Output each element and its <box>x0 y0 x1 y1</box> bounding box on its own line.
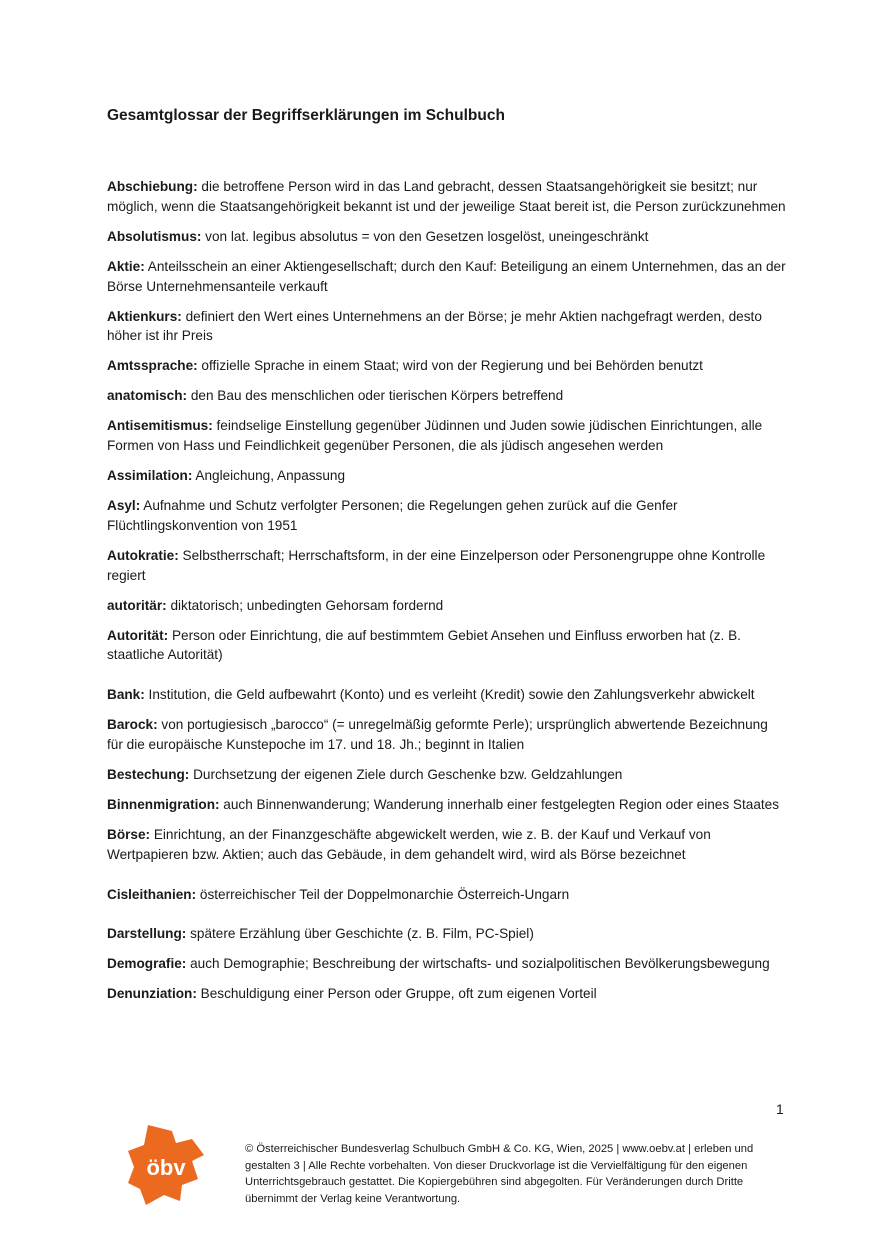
glossary-definition: diktatorisch; unbedingten Gehorsam fordernd <box>166 597 444 613</box>
glossary-term: Börse: <box>107 826 151 842</box>
glossary-term: Bank: <box>107 687 145 703</box>
glossary-definition: von portugiesisch „barocco“ (= unregelmäßig geformte Perle); ursprünglich abwertende Bezeichnung für die europäische Kunstepoche im 17. und 18. Jh.; beginnt in Italien <box>107 717 768 752</box>
glossary-term: Denunziation: <box>107 986 197 1002</box>
glossary-definition: offizielle Sprache in einem Staat; wird von der Regierung und bei Behörden benutzt <box>197 358 703 374</box>
glossary-term: anatomisch: <box>107 388 188 404</box>
glossary-definition: auch Demographie; Beschreibung der wirtschafts- und sozialpolitischen Bevölkerungsbewegung <box>186 956 770 972</box>
glossary-entry <box>107 924 787 944</box>
glossary-definition: österreichischer Teil der Doppelmonarchie Österreich-Ungarn <box>196 886 570 902</box>
glossary-term: Binnenmigration: <box>107 796 220 812</box>
glossary-definition: von lat. legibus absolutus = von den Gesetzen losgelöst, uneingeschränkt <box>201 228 649 244</box>
glossary-entry <box>107 825 787 865</box>
glossary-definition: spätere Erzählung über Geschichte (z. B. Film, PC-Spiel) <box>186 926 534 942</box>
glossary-entry <box>107 596 787 616</box>
glossary-entry <box>107 496 787 536</box>
glossary-term: Assimilation: <box>107 468 193 484</box>
glossary-definition: die betroffene Person wird in das Land gebracht, dessen Staatsangehörigkeit sie besitzt; nur möglich, wenn die Staatsangehörigkeit bekannt ist und der jeweilige Staat bereit ist, die Person zurückzunehmen <box>107 179 786 214</box>
glossary-entry <box>107 307 787 347</box>
glossary-term: Antisemitismus: <box>107 418 213 434</box>
glossary-term: Cisleithanien: <box>107 886 197 902</box>
glossary-entry <box>107 227 787 247</box>
glossary-term: Darstellung: <box>107 926 187 942</box>
glossary-entry <box>107 466 787 486</box>
glossary-term: Bestechung: <box>107 766 190 782</box>
glossary-term: Barock: <box>107 717 158 733</box>
glossary-term: Aktie: <box>107 258 145 274</box>
glossary-entry <box>107 356 787 376</box>
glossary-term: Aktienkurs: <box>107 308 182 324</box>
glossary-entry <box>107 546 787 586</box>
glossary-entry <box>107 685 787 705</box>
page-title: Gesamtglossar der Begriffserklärungen im Schulbuch <box>107 107 505 124</box>
glossary-term: autoritär: <box>107 597 167 613</box>
glossary-definition: feindselige Einstellung gegenüber Jüdinnen und Juden sowie jüdischen Einrichtungen, alle Formen von Hass und Feindlichkeit gegenüber Personen, die als jüdisch angesehen werden <box>107 418 763 454</box>
glossary-definition: Aufnahme und Schutz verfolgter Personen; die Regelungen gehen zurück auf die Genfer Flüchtlingskonvention von 1951 <box>107 498 678 533</box>
glossary-term: Amtssprache: <box>107 358 198 374</box>
glossary-definition: Person oder Einrichtung, die auf bestimmtem Gebiet Ansehen und Einfluss erworben hat (z. B. staatliche Autorität) <box>107 627 741 663</box>
glossary-definition: den Bau des menschlichen oder tierischen Körpers betreffend <box>187 388 564 404</box>
glossary-definition: Durchsetzung der eigenen Ziele durch Geschenke bzw. Geldzahlungen <box>189 766 623 782</box>
glossary-entry <box>107 257 787 297</box>
glossary-term: Demografie: <box>107 956 187 972</box>
glossary-definition: Selbstherrschaft; Herrschaftsform, in der eine Einzelperson oder Personengruppe ohne Kontrolle regiert <box>107 547 766 583</box>
glossary-entry <box>107 715 787 755</box>
glossary-definition: Institution, die Geld aufbewahrt (Konto) und es verleiht (Kredit) sowie den Zahlungsverkehr abwickelt <box>144 687 755 703</box>
glossary-definition: auch Binnenwanderung; Wanderung innerhalb einer festgelegten Region oder eines Staates <box>219 796 780 812</box>
glossary-entry <box>107 386 787 406</box>
glossary-definition: Einrichtung, an der Finanzgeschäfte abgewickelt werden, wie z. B. der Kauf und Verkauf von Wertpapieren bzw. Aktien; auch das Gebäude, in dem gehandelt wird, wird als Börse bezeichnet <box>107 826 711 862</box>
glossary-entry <box>107 765 787 785</box>
copyright-notice: © Österreichischer Bundesverlag Schulbuch GmbH & Co. KG, Wien, 2025 | www.oebv.at | erleben und gestalten 3 | Alle Rechte vorbehalten. Von dieser Druckvorlage ist die Vervielfältigung für den eigenen Unterrichtsgebrauch gestattet. Die Kopiergebühren sind abgegolten. Für Veränderungen durch Dritte übernimmt der Verlag keine Verantwortung. <box>245 1143 754 1205</box>
glossary-entry <box>107 177 787 217</box>
glossary-entry <box>107 954 787 974</box>
page-number: 1 <box>776 1101 784 1117</box>
glossary-entry <box>107 416 787 456</box>
glossary-term: Absolutismus: <box>107 228 202 244</box>
glossary-definition: definiert den Wert eines Unternehmens an der Börse; je mehr Aktien nachgefragt werden, desto höher ist ihr Preis <box>107 308 762 344</box>
oebv-logo <box>128 1125 204 1205</box>
glossary-term: Autokratie: <box>107 547 179 563</box>
glossary-list <box>107 177 787 1014</box>
glossary-definition: Anteilsschein an einer Aktiengesellschaft; durch den Kauf: Beteiligung an einem Unternehmen, das an der Börse Unternehmensanteile verkauft <box>107 258 786 294</box>
glossary-entry <box>107 885 787 905</box>
glossary-definition: Angleichung, Anpassung <box>192 468 346 484</box>
glossary-entry <box>107 984 787 1004</box>
glossary-term: Autorität: <box>107 627 169 643</box>
glossary-definition: Beschuldigung einer Person oder Gruppe, oft zum eigenen Vorteil <box>196 986 597 1002</box>
glossary-term: Asyl: <box>107 498 141 514</box>
glossary-entry <box>107 626 787 666</box>
glossary-term: Abschiebung: <box>107 179 198 194</box>
glossary-entry <box>107 795 787 815</box>
logo-text: öbv <box>146 1155 186 1180</box>
